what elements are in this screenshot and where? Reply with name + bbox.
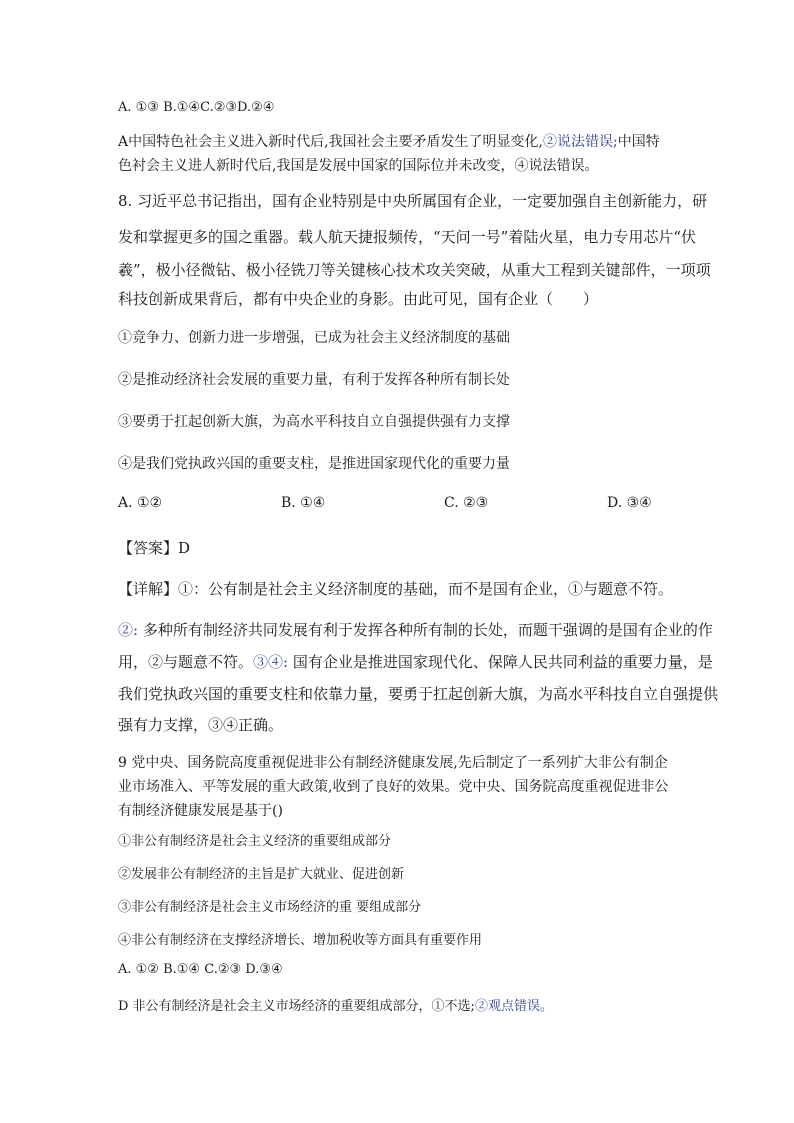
q9-explanation-text: D 非公有制经济是社会主义市场经济的重要组成部分，①不选;	[118, 999, 475, 1014]
detail-highlight: ②:	[118, 621, 139, 639]
answer-value: D	[178, 539, 191, 557]
detail-text: 多种所有制经济共同发展有利于发挥各种所有制的长处，而题干强调的是国有企业的作	[138, 621, 713, 639]
q8-option-d: D. ③④	[607, 495, 652, 511]
q9-options: A. ①② B.①④ C.②③ D.③④	[118, 962, 283, 977]
q9-explanation-highlight: ②观点错误。	[474, 999, 553, 1014]
q7-options: A. ①③ B.①④C.②③D.②④	[118, 100, 275, 115]
q8-option-c: C. ②③	[444, 495, 489, 511]
q9-statement-4: ④非公有制经济在支撑经济增长、增加税收等方面具有重要作用	[118, 933, 483, 948]
q8-stem-line-3: 羲”，极小径微钻、极小径铣刀等关键核心技术攻关突破，从重大工程到关键部件，一项项	[118, 261, 711, 279]
q8-stem-line-2: 发和掌握更多的国之重器。载人航天捷报频传，“天问一号”着陆火星，电力专用芯片“伏	[118, 228, 697, 246]
q7-explanation-text: A中国特色社会主义进入新时代后,我国社会主要矛盾发生了明显变化,	[118, 134, 544, 150]
q9-statement-2: ②发展非公有制经济的主旨是扩大就业、促进创新	[118, 867, 405, 882]
q7-explanation-line-2: 色衬会主义进人新时代后,我国是发展中国家的国际位并未改变，④说法错误。	[118, 158, 599, 174]
q8-stem-line-4: 科技创新成果背后，都有中央企业的身影。由此可见，国有企业（ ）	[118, 290, 599, 308]
q7-explanation-line-1	[118, 131, 660, 151]
q8-answer	[118, 537, 190, 558]
q8-detail-line-3	[118, 651, 713, 672]
q8-detail-line-4: 我们党执政兴国的重要支柱和依靠力量，要勇于扛起创新大旗，为高水平科技自立自强提供	[118, 685, 719, 703]
q9-stem-line-1: 9 党中央、国务院高度重视促进非公有制经济健康发展,先后制定了一系列扩大非公有制企	[118, 755, 668, 771]
answer-label: 【答案】	[118, 539, 179, 557]
detail-highlight: ③④:	[253, 653, 289, 671]
q8-stem-line-1: 8. 习近平总书记指出，国有企业特别是中央所属国有企业，一定要加强自主创新能力，研	[118, 192, 708, 210]
q9-stem-line-2: 业市场准入、平等发展的重大政策,收到了良好的效果。党中央、国务院高度重视促进非公	[118, 779, 669, 795]
q8-option-b: B. ①④	[281, 495, 326, 511]
q8-detail-line-1	[118, 578, 673, 599]
q8-detail-line-5: 强有力支撑，③④正确。	[118, 716, 284, 734]
q9-statement-3: ③非公有制经济是社会主义市场经济的重 要组成部分	[118, 900, 422, 915]
q8-option-a: A. ①②	[118, 495, 163, 511]
q9-explanation	[118, 995, 553, 1014]
q8-statement-1: ①竞争力、创新力进一步增强，已成为社会主义经济制度的基础	[118, 330, 510, 346]
q8-statement-4: ④是我们党执政兴国的重要支柱，是推进国家现代化的重要力量	[118, 456, 510, 472]
detail-label: 【详解】	[118, 580, 179, 598]
detail-text: ①：公有制是社会主义经济制度的基础，而不是国有企业，①与题意不符。	[178, 580, 674, 598]
q9-stem-line-3: 有制经济健康发展是基于()	[118, 803, 283, 819]
q7-explanation-highlight: ②说法错误;	[543, 134, 618, 150]
q8-detail-line-2	[118, 619, 713, 640]
detail-text: 用，②与题意不符。	[118, 653, 254, 671]
q8-statement-2: ②是推动经济社会发展的重要力量，有利于发挥各种所有制长处	[118, 372, 510, 388]
q9-statement-1: ①非公有制经济是社会主义经济的重要组成部分	[118, 834, 392, 849]
detail-text: 国有企业是推进国家现代化、保障人民共同利益的重要力量，是	[288, 653, 713, 671]
q7-explanation-text: 中国特	[617, 134, 660, 150]
q8-statement-3: ③要勇于扛起创新大旗，为高水平科技自立自强提供强有力支撑	[118, 414, 510, 430]
